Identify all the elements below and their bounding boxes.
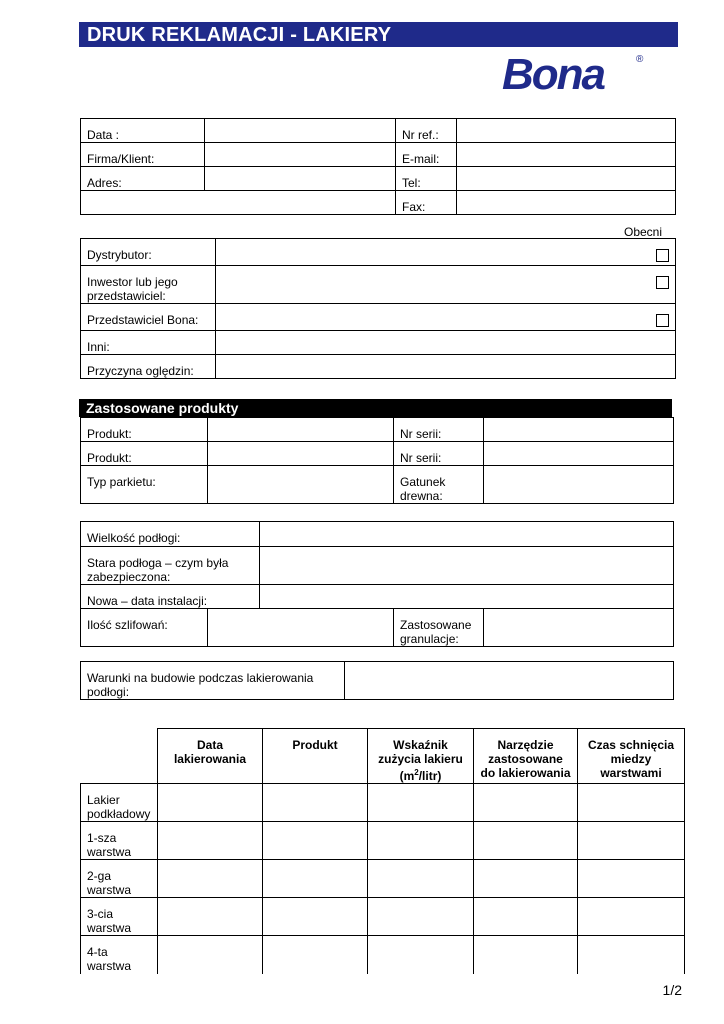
cell-base-date[interactable] <box>158 784 263 822</box>
reason-field[interactable] <box>216 355 676 379</box>
products-table <box>80 417 674 504</box>
lacquer-table <box>80 728 685 974</box>
cell-layer4-tool[interactable] <box>474 936 578 974</box>
registered-mark: ® <box>636 54 644 65</box>
cell-base-product[interactable] <box>263 784 368 822</box>
wood-species-field[interactable] <box>484 466 674 504</box>
reason-label: Przyczyna oględzin: <box>81 355 216 379</box>
row-label-layer-1: 1-sza warstwa <box>81 822 158 860</box>
sanding-count-field[interactable] <box>208 609 394 647</box>
serial-label-1: Nr serii: <box>394 418 484 442</box>
cell-layer1-product[interactable] <box>263 822 368 860</box>
contact-table <box>80 118 676 215</box>
product-label-2: Produkt: <box>81 442 208 466</box>
sanding-count-label: Ilość szlifowań: <box>81 609 208 647</box>
bona-rep-field[interactable] <box>216 304 676 331</box>
fax-label: Fax: <box>396 191 457 215</box>
serial-field-1[interactable] <box>484 418 674 442</box>
cell-layer3-product[interactable] <box>263 898 368 936</box>
cell-layer4-product[interactable] <box>263 936 368 974</box>
cell-layer3-usage[interactable] <box>368 898 474 936</box>
bona-rep-label: Przedstawiciel Bona: <box>81 304 216 331</box>
cell-layer2-usage[interactable] <box>368 860 474 898</box>
floor-size-field[interactable] <box>260 522 674 547</box>
cell-layer3-date[interactable] <box>158 898 263 936</box>
serial-field-2[interactable] <box>484 442 674 466</box>
conditions-table <box>80 661 674 700</box>
cell-layer1-tool[interactable] <box>474 822 578 860</box>
parties-table <box>80 238 676 379</box>
usage-text-b: /litr) <box>418 769 442 783</box>
col-header-tool: Narzędzie zastosowane do lakierowania <box>474 729 578 784</box>
grit-field[interactable] <box>484 609 674 647</box>
cell-layer4-drying[interactable] <box>578 936 685 974</box>
email-label: E-mail: <box>396 143 457 167</box>
client-label: Firma/Klient: <box>81 143 205 167</box>
bona-logo <box>500 52 648 94</box>
cell-layer2-product[interactable] <box>263 860 368 898</box>
conditions-field[interactable] <box>345 662 674 700</box>
row-label-layer-3: 3-cia warstwa <box>81 898 158 936</box>
usage-superscript: 2 <box>414 768 419 777</box>
investor-field[interactable] <box>216 266 676 304</box>
product-field-2[interactable] <box>208 442 394 466</box>
product-field-1[interactable] <box>208 418 394 442</box>
usage-text-a: Wskaźnik zużycia lakieru (m <box>378 738 463 783</box>
others-label: Inni: <box>81 331 216 355</box>
floor-size-label: Wielkość podłogi: <box>81 522 260 547</box>
product-label-1: Produkt: <box>81 418 208 442</box>
cell-base-drying[interactable] <box>578 784 685 822</box>
old-floor-field[interactable] <box>260 547 674 585</box>
cell-layer1-usage[interactable] <box>368 822 474 860</box>
ref-label: Nr ref.: <box>396 119 457 143</box>
client-field[interactable] <box>205 143 396 167</box>
cell-layer2-tool[interactable] <box>474 860 578 898</box>
phone-field[interactable] <box>457 167 676 191</box>
parquet-type-label: Typ parkietu: <box>81 466 208 504</box>
cell-layer4-date[interactable] <box>158 936 263 974</box>
col-header-usage <box>368 729 474 784</box>
cell-layer1-drying[interactable] <box>578 822 685 860</box>
row-label-layer-4: 4-ta warstwa <box>81 936 158 974</box>
conditions-label: Warunki na budowie podczas lakierowania podłogi: <box>81 662 345 700</box>
col-header-product: Produkt <box>263 729 368 784</box>
date-label: Data : <box>81 119 205 143</box>
cell-layer3-tool[interactable] <box>474 898 578 936</box>
new-floor-label: Nowa – data instalacji: <box>81 585 260 609</box>
corner-cell <box>81 729 158 784</box>
cell-base-usage[interactable] <box>368 784 474 822</box>
cell-layer1-date[interactable] <box>158 822 263 860</box>
phone-label: Tel: <box>396 167 457 191</box>
distributor-checkbox[interactable] <box>656 249 669 262</box>
fax-field[interactable] <box>457 191 676 215</box>
date-field[interactable] <box>205 119 396 143</box>
others-field[interactable] <box>216 331 676 355</box>
address-label: Adres: <box>81 167 205 191</box>
present-label: Obecni <box>624 225 663 239</box>
parquet-type-field[interactable] <box>208 466 394 504</box>
row-label-layer-2: 2-ga warstwa <box>81 860 158 898</box>
cell-layer2-drying[interactable] <box>578 860 685 898</box>
investor-label: Inwestor lub jego przedstawiciel: <box>81 266 216 304</box>
page-number: 1/2 <box>662 982 682 998</box>
distributor-field[interactable] <box>216 239 676 266</box>
serial-label-2: Nr serii: <box>394 442 484 466</box>
floor-table <box>80 521 674 647</box>
new-floor-field[interactable] <box>260 585 674 609</box>
address-field[interactable] <box>205 167 396 191</box>
email-field[interactable] <box>457 143 676 167</box>
products-section-title: Zastosowane produkty <box>86 400 239 416</box>
page-title: DRUK REKLAMACJI - LAKIERY <box>87 24 392 46</box>
grit-label: Zastosowane granulacje: <box>394 609 484 647</box>
ref-field[interactable] <box>457 119 676 143</box>
wood-species-label: Gatunek drewna: <box>394 466 484 504</box>
cell-layer3-drying[interactable] <box>578 898 685 936</box>
cell-layer4-usage[interactable] <box>368 936 474 974</box>
distributor-label: Dystrybutor: <box>81 239 216 266</box>
col-header-date: Data lakierowania <box>158 729 263 784</box>
investor-checkbox[interactable] <box>656 276 669 289</box>
old-floor-label: Stara podłoga – czym była zabezpieczona: <box>81 547 260 585</box>
bona-rep-checkbox[interactable] <box>656 314 669 327</box>
col-header-drying: Czas schnięcia miedzy warstwami <box>578 729 685 784</box>
address-extra-field[interactable] <box>81 191 396 215</box>
cell-layer2-date[interactable] <box>158 860 263 898</box>
row-label-base: Lakier podkładowy <box>81 784 158 822</box>
logo-text: Bona <box>502 52 604 94</box>
cell-base-tool[interactable] <box>474 784 578 822</box>
